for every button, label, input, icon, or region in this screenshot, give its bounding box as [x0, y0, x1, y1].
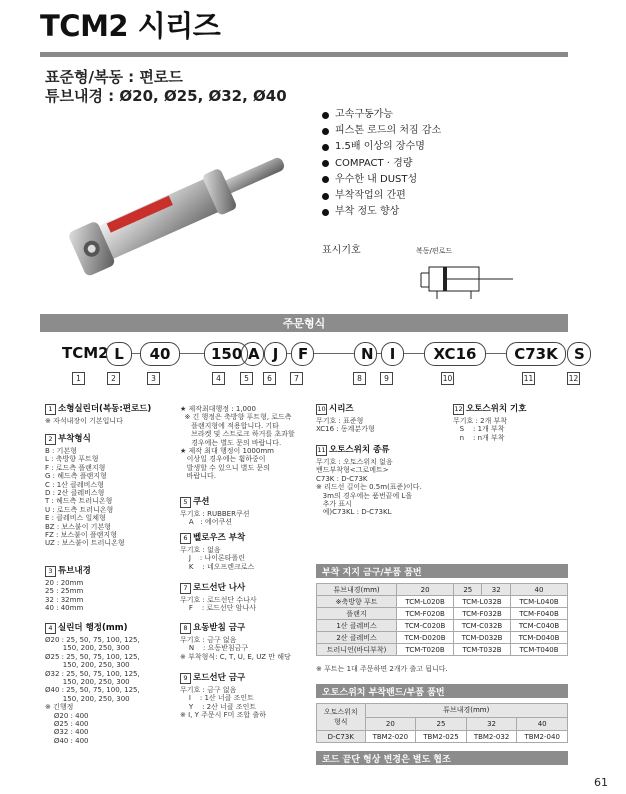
section-10: 10 시리즈 무기호 : 표준형 XC16 : 동계분가형 [316, 404, 375, 434]
switch-band-parts-table [316, 703, 568, 743]
table-header-cell: 튜브내경(mm) [317, 584, 397, 596]
code-num: 12 [568, 374, 579, 383]
cylinder-symbol-icon [413, 253, 523, 303]
table-header-cell: 40 [511, 584, 568, 596]
footer-band: 로드 끝단 형상 변경은 별도 협조 [316, 751, 568, 765]
table-row: D-C73K TBM2-020 TBM2-025 TBM2-032 TBM2-040 [317, 731, 568, 743]
bullet-icon [322, 160, 329, 167]
code-seg-bore: 40 [140, 342, 180, 366]
code-seg-bellows: J [264, 342, 287, 366]
code-num: 4 [212, 372, 225, 385]
section-2: 2 부착형식 B : 기본형 L : 축방향 푸트형 F : 로드측 플랜지형 G : 헤드측 플랜지형 C : 1산 클레비스형 D : 2산 클레비스형 T : 헤드측 트러니온형 U : 로드측 트러니온형 E : 클레비스 일체형 BZ : 보스붙이 기본형 FZ : 보스붙이 플랜지형 UZ : 보스붙이 트러니온형 [45, 434, 125, 548]
code-num: 6 [263, 372, 276, 385]
section-6: 6 벨로우즈 부착 무기호 : 없음 J : 나이론타폴린 K : 네오프렌크로스 [180, 533, 255, 571]
table-row: 트러니언(바디부착) TCM-T020B TCM-T032B TCM-T040B [317, 644, 568, 656]
mount-parts-note: ※ 푸트는 1대 주문하면 2개가 출고 됩니다. [316, 665, 448, 673]
code-num: 11 [523, 374, 534, 383]
code-seg-variant: XC16 [424, 342, 486, 366]
code-seg-switch-qty: S [567, 342, 591, 366]
order-code-diagram [40, 342, 585, 388]
feature-item: 피스톤 로드의 처짐 감소 [322, 123, 441, 139]
symbol-sublabel: 복동/편로드 [416, 247, 453, 255]
bullet-icon [322, 112, 329, 119]
feature-item: 고속구동가능 [322, 107, 441, 123]
code-seg-rod-thread: F [291, 342, 314, 366]
code-dash [180, 353, 204, 354]
table-row: 플랜지 TCM-F020B TCM-F032B TCM-F040B [317, 608, 568, 620]
table-header-row [317, 704, 568, 718]
table-header-cell: 튜브내경(mm) [365, 704, 567, 718]
code-seg-pivot: N [354, 342, 377, 366]
bullet-icon [322, 176, 329, 183]
symbol-label: 표시기호 [322, 245, 361, 256]
feature-item: 우수한 내 DUST성 [322, 172, 441, 188]
table-header-row [317, 584, 568, 596]
code-seg-series: TCM2 [62, 344, 109, 362]
bullet-icon [322, 128, 329, 135]
stroke-notes: ★ 제작최대행정 : 1,000 ※ 긴 행정은 축방향 푸트형, 로드측 플랜지형에 적용합니다. 기타 브라켓 및 스트로크 하거를 초과할 경우에는 별도 문의 바랍니다. ★ 제작 최대 행정이 1000mm 이상일 경우에는 휨하중이 발생할 수 있으니 별도 문의 바랍니다. [180, 405, 295, 481]
table-header-cell: 25 [454, 584, 482, 596]
table-header-cell: 20 [397, 584, 454, 596]
section-1: 1 소형실린더(복동:편로드) ※ 자석내장이 기본입니다 [45, 404, 152, 425]
section-11: 11 오토스위치 종류 무기호 : 오토스위치 없음 밴드부착형<그로메트> C73K : D-C73K ※ 리드선 길이는 0.5m(표준)이다. 3m의 경우에는 품번끝에 L을 추가 표시 예)C73KL : D-C73KL [316, 445, 422, 517]
page-title: TCM2 시리즈 [40, 9, 221, 43]
order-format-band: 주문형식 [40, 314, 568, 332]
section-7: 7 로드선단 나사 무기호 : 로드선단 수나사 F : 로드선단 암나사 [180, 583, 257, 613]
code-num: 9 [380, 372, 393, 385]
table-row: ※축방향 푸트 TCM-L020B TCM-L032B TCM-L040B [317, 596, 568, 608]
code-num: 10 [442, 374, 453, 383]
cylinder-product-image [56, 104, 304, 310]
table-row: 1산 클레비스 TCM-C020B TCM-C032B TCM-C040B [317, 620, 568, 632]
code-seg-stroke: 150 [204, 342, 248, 366]
feature-item: 부착작업의 간편 [322, 188, 441, 204]
bullet-icon [322, 193, 329, 200]
code-num: 3 [147, 372, 160, 385]
mount-parts-band: 부착 지지 금구/부품 품번 [316, 564, 568, 578]
code-dash [486, 353, 506, 354]
section-12: 12 오토스위치 기호 무기호 : 2개 부착 S : 1개 부착 n : n개 부착 [453, 404, 527, 442]
feature-item: 1.5배 이상의 장수명 [322, 139, 441, 155]
table-row: 2산 클레비스 TCM-D020B TCM-D032B TCM-D040B [317, 632, 568, 644]
code-num: 8 [353, 372, 366, 385]
code-num: 5 [240, 372, 253, 385]
section-3: 3 튜브내경 20 : 20mm 25 : 25mm 32 : 32mm 40 : 40mm [45, 566, 91, 613]
table-header-cell: 오토스위치 형식 [317, 704, 366, 731]
code-num: 1 [72, 372, 85, 385]
code-seg-mount: L [106, 342, 132, 366]
section-9: 9 로드선단 금구 무기호 : 금구 없음 I : 1산 너클 조인트 Y : 2산 너클 조인트 ※ I, Y 주문시 F미 조합 출하 [180, 673, 266, 720]
bullet-icon [322, 144, 329, 151]
code-num: 7 [290, 372, 303, 385]
code-dash [132, 353, 140, 354]
page-number: 61 [594, 776, 608, 789]
code-num: 2 [107, 372, 120, 385]
table-header-row: 20 25 32 40 [317, 717, 568, 731]
section-5: 5 쿠션 무기호 : RUBBER쿠션 A : 에어쿠션 [180, 497, 250, 527]
table-header-cell: 32 [482, 584, 511, 596]
code-seg-switch: C73K [506, 342, 566, 366]
subtitle-bore: 튜브내경 : Ø20, Ø25, Ø32, Ø40 [45, 87, 287, 105]
title-rule [40, 52, 568, 57]
code-dash [314, 353, 354, 354]
code-seg-rod-end: I [381, 342, 404, 366]
code-dash [404, 353, 424, 354]
section-4: 4 실린더 행정(mm) Ø20 : 25, 50, 75, 100, 125, 150, 200, 250, 300 Ø25 : 25, 50, 75, 100, 125, 150, 200, 250, 300 Ø32 : 25, 50, 75, 100, 125, 150, 200, 250, 300 Ø40 : 25, 50, 75, 100, 125, 150, 200, 250, 300 ※ 긴행정 Ø20 : 400 Ø25 : 400 Ø32 : 400 Ø40 : 400 [45, 623, 140, 745]
feature-list [322, 107, 441, 220]
bullet-icon [322, 209, 329, 216]
switch-band-parts-band: 오토스위치 부착밴드/부품 품번 [316, 684, 568, 698]
feature-item: COMPACT · 경량 [322, 156, 441, 172]
feature-item: 부착 정도 향상 [322, 204, 441, 220]
code-seg-cushion: A [241, 342, 264, 366]
subtitle-type: 표준형/복동 : 편로드 [45, 68, 183, 86]
mount-parts-table [316, 583, 568, 656]
section-8: 8 요동받침 금구 무기호 : 금구 없음 N : 요동받침금구 ※ 부착형식: C, T, U, E, UZ 만 해당 [180, 623, 291, 661]
